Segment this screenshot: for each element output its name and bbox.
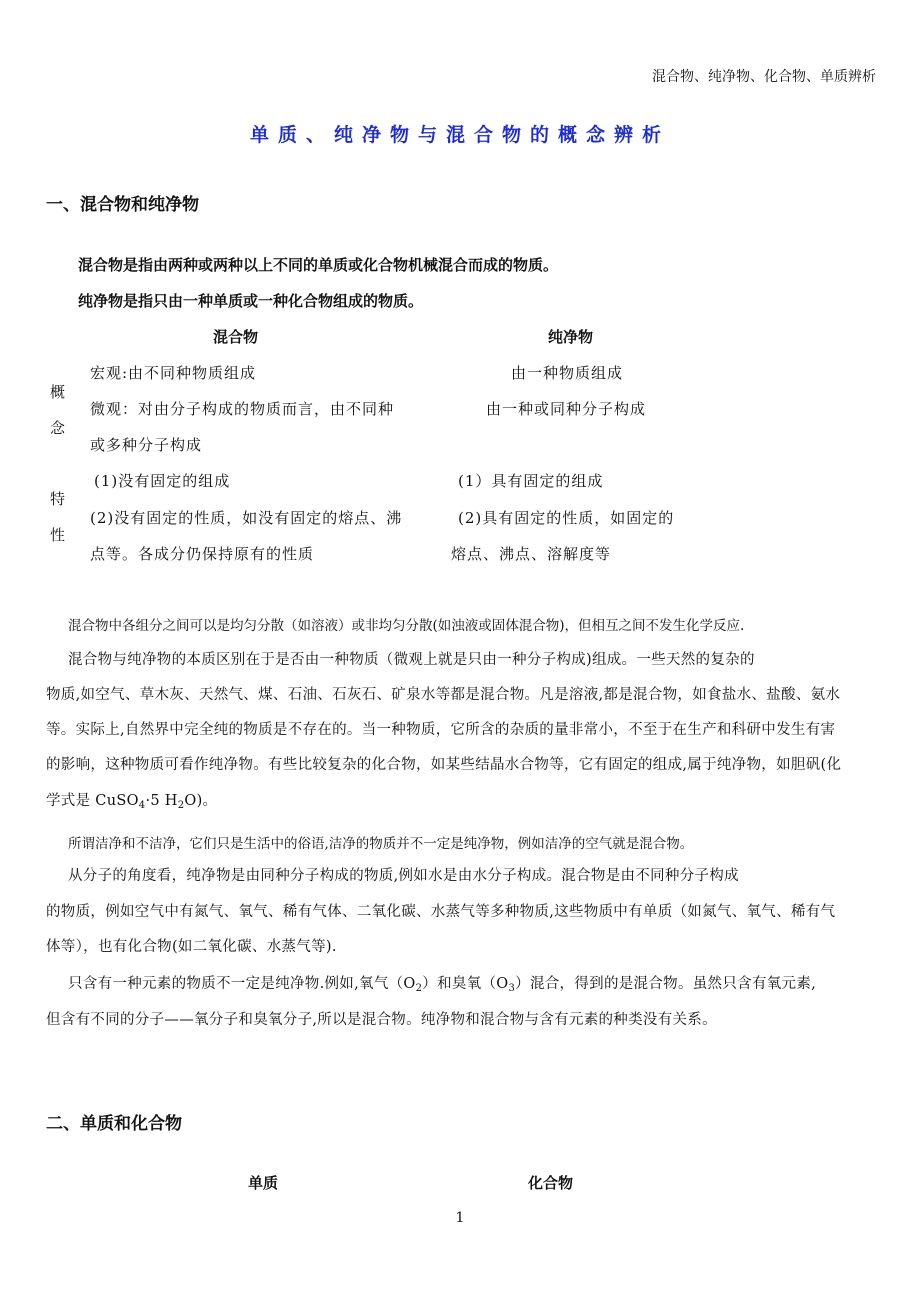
section-heading-1: 一、混合物和纯净物	[46, 195, 199, 215]
column-header-compound: 化合物	[528, 1174, 574, 1192]
mixture-macro: 宏观:由不同种物质组成	[90, 364, 257, 382]
mixture-feature-1: (1)没有固定的组成	[94, 472, 231, 490]
paragraph-line: 混合物与纯净物的本质区别在于是否由一种物质（微观上就是只由一种分子构成)组成。一些天然的复杂的	[68, 652, 755, 668]
pure-feature-2a: (2)具有固定的性质，如固定的	[458, 509, 675, 527]
paragraph-line: 物质,如空气、草木灰、天然气、煤、石油、石灰石、矿泉水等都是混合物。凡是溶液,都是混合物，如食盐水、盐酸、氨水	[46, 687, 841, 703]
paragraph-clean: 所谓洁净和不洁净，它们只是生活中的俗语,洁净的物质并不一定是纯净物，例如洁净的空气就是混合物。	[68, 836, 694, 852]
column-header-element: 单质	[248, 1174, 279, 1192]
column-header-pure: 纯净物	[548, 328, 594, 346]
paragraph-line: 的影响，这种物质可看作纯净物。有些比较复杂的化合物，如某些结晶水合物等，它有固定的组成,属于纯净物，如胆矾(化	[46, 757, 842, 773]
pure-micro: 由一种或同种分子构成	[486, 400, 647, 418]
paragraph-line: 从分子的角度看，纯净物是由同种分子构成的物质,例如水是由水分子构成。混合物是由不同种分子构成	[68, 868, 739, 884]
column-header-mixture: 混合物	[213, 328, 259, 346]
mixture-feature-2a: (2)没有固定的性质，如没有固定的熔点、沸	[90, 509, 403, 527]
mixture-micro-line1: 微观：对由分子构成的物质而言，由不同种	[90, 400, 395, 418]
paragraph-line: 体等），也有化合物(如二氧化碳、水蒸气等).	[46, 939, 337, 955]
pure-feature-2b: 熔点、沸点、溶解度等	[451, 545, 612, 563]
row-label-feature-2: 性	[50, 526, 67, 544]
page-header: 混合物、纯净物、化合物、单质辨析	[652, 69, 876, 85]
paragraph-dispersion: 混合物中各组分之间可以是均匀分散（如溶液）或非均匀分散(如浊液或固体混合物)，但相互之间不发生化学反应.	[68, 618, 745, 634]
mixture-micro-line2: 或多种分子构成	[90, 436, 203, 454]
page-number: 1	[455, 1210, 465, 1226]
row-label-feature-1: 特	[50, 490, 67, 508]
section-heading-2: 二、单质和化合物	[46, 1114, 182, 1134]
paragraph-line: 的物质，例如空气中有氮气、氧气、稀有气体、二氧化碳、水蒸气等多种物质,这些物质中有单质（如氮气、氧气、稀有气	[46, 904, 836, 920]
pure-feature-1: (1）具有固定的组成	[458, 472, 604, 490]
mixture-feature-2b: 点等。各成分仍保持原有的性质	[90, 545, 315, 563]
definition-mixture: 混合物是指由两种或两种以上不同的单质或化合物机械混合而成的物质。	[78, 256, 559, 274]
definition-pure: 纯净物是指只由一种单质或一种化合物组成的物质。	[78, 292, 424, 310]
paragraph-line: 只含有一种元素的物质不一定是纯净物.例如,氧气$(O_2)$和臭氧$(O_3)$混合，得到的是混合物。虽然只含有氧元素,	[68, 976, 817, 994]
paragraph-line: 等。实际上,自然界中完全纯的物质是不存在的。当一种物质，它所含的杂质的量非常小，不至于在生产和科研中发生有害	[46, 722, 836, 738]
paragraph-line: 但含有不同的分子——氧分子和臭氧分子,所以是混合物。纯净物和混合物与含有元素的种类没有关系。	[46, 1012, 717, 1028]
pure-macro: 由一种物质组成	[511, 364, 624, 382]
row-label-concept-1: 概	[50, 383, 67, 401]
row-label-concept-2: 念	[50, 419, 67, 437]
page-title: 单质、纯净物与混合物的概念辨析	[249, 124, 670, 146]
chemical-formula-line: 学式是 CuSO$_4$·5 $H_2O$)。	[46, 793, 218, 811]
